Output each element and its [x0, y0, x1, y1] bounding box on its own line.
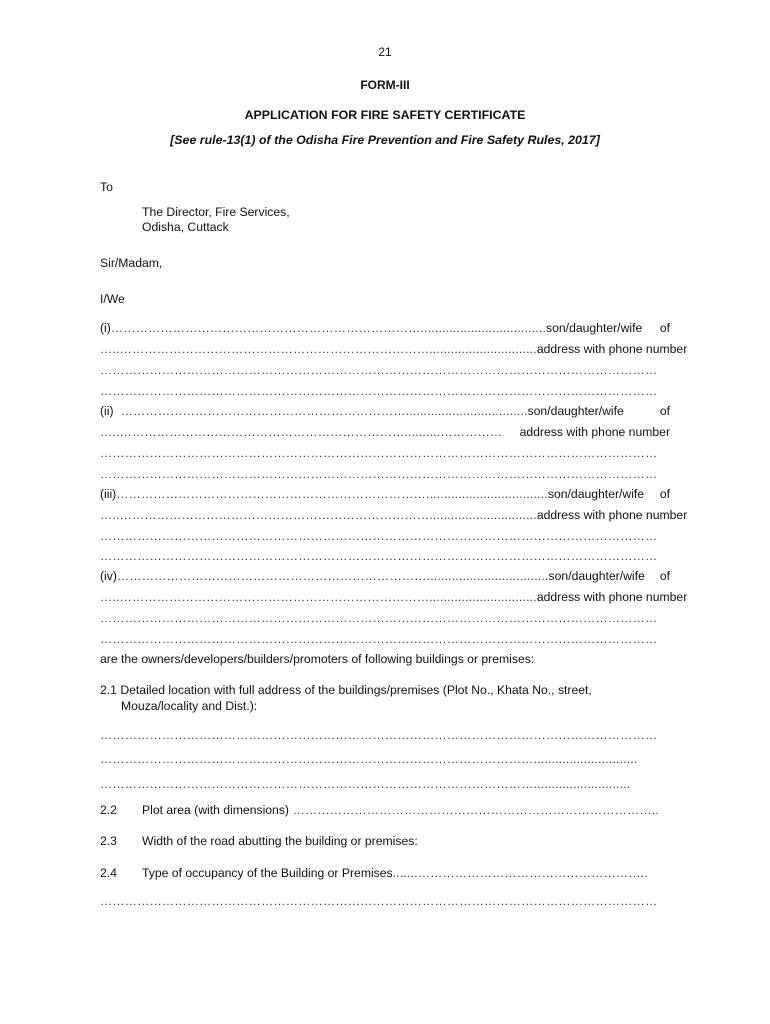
applicant-1-address-line[interactable]: …..………………………………………………………………….............................. address with phone number — [100, 342, 688, 356]
applicant-1-prefix: (i) — [100, 321, 111, 335]
applicant-2-relation: son/daughter/wife — [527, 404, 624, 418]
applicant-4-blank-line[interactable]: ……………………………………………………………………………………………………………………… — [100, 632, 658, 646]
item-2-4-blank-line[interactable]: ……………………………………………………………………………………………………………………… — [100, 894, 658, 908]
applicant-3-blank-line[interactable]: ……………………………………………………………………………………………………………………… — [100, 549, 658, 563]
to-label: To — [100, 180, 113, 194]
applicant-2-of: of — [659, 404, 670, 418]
applicant-2-blank-line[interactable]: ……………………………………………………………………………………………………………………… — [100, 467, 658, 481]
owners-statement: are the owners/developers/builders/promoters of following buildings or premises: — [100, 652, 535, 666]
applicant-3-name-line[interactable]: (iii)…………………………………………………………………..................................son/daughter/wife of — [100, 487, 670, 501]
applicant-4-blank-line[interactable]: ……………………………………………………………………………………………………………………… — [100, 611, 658, 625]
applicant-3-of: of — [659, 487, 670, 501]
applicant-2-address-line[interactable]: …..……………………………………………………………..........…………… address with phone number — [100, 425, 670, 439]
applicant-2-address-label: address with phone number — [519, 425, 670, 439]
applicant-1-address-label: address with phone number — [536, 342, 688, 356]
salutation: Sir/Madam, — [100, 256, 163, 270]
item-2-1-blank-line[interactable]: ……………………………………………………………………………………………………………………… — [100, 728, 658, 742]
applicant-3-address-line[interactable]: …..………………………………………………………………….............................. address with phone number — [100, 508, 688, 522]
addressee-line-1: The Director, Fire Services, — [142, 205, 290, 219]
item-2-4-label: Type of occupancy of the Building or Premises — [142, 866, 393, 880]
item-2-3-number: 2.3 — [100, 834, 117, 848]
applicant-4-of: of — [659, 569, 670, 583]
item-2-3-label[interactable]: Width of the road abutting the building or premises: — [142, 834, 418, 848]
applicant-4-name-line[interactable]: (iv)…………………………………………………………………..................................son/daughter/wife of — [100, 569, 670, 583]
item-2-2-label: Plot area (with dimensions) — [142, 803, 289, 817]
applicant-3-address-label: address with phone number — [536, 508, 688, 522]
item-2-2-number: 2.2 — [100, 803, 117, 817]
iwe-label: I/We — [100, 292, 125, 306]
applicant-4-relation: son/daughter/wife — [548, 569, 645, 583]
item-2-1-label-line-1: 2.1 Detailed location with full address of the buildings/premises (Plot No., Khata No., street, — [100, 683, 592, 697]
form-number: FORM-III — [360, 78, 410, 92]
addressee-line-2: Odisha, Cuttack — [142, 220, 229, 234]
applicant-1-blank-line[interactable]: ……………………………………………………………………………………………………………………… — [100, 363, 658, 377]
applicant-2-blank-line[interactable]: ……………………………………………………………………………………………………………………… — [100, 446, 658, 460]
applicant-1-name-line[interactable]: (i)…………………………………………………………………...................................son/daughter/wife of — [100, 321, 670, 335]
item-2-1-label-line-2: Mouza/locality and Dist.): — [121, 699, 258, 713]
applicant-3-relation: son/daughter/wife — [547, 487, 645, 501]
applicant-4-prefix: (iv) — [100, 569, 117, 583]
applicant-2-prefix: (ii) — [100, 404, 114, 418]
form-subtitle: [See rule-13(1) of the Odisha Fire Prevention and Fire Safety Rules, 2017] — [170, 133, 600, 147]
item-2-1-blank-line[interactable]: ……………………………………………………………………………………………............................. — [100, 752, 638, 766]
applicant-1-relation: son/daughter/wife — [546, 321, 643, 335]
item-2-1-blank-line[interactable]: ……………………………………………………………………………………………........................... — [100, 777, 631, 791]
page-number: 21 — [378, 45, 392, 59]
applicant-1-of: of — [659, 321, 670, 335]
applicant-4-address-line[interactable]: …..………………………………………………………………….............................. address with phone number — [100, 590, 688, 604]
applicant-4-address-label: address with phone number — [536, 590, 688, 604]
applicant-1-blank-line[interactable]: ……………………………………………………………………………………………………………………… — [100, 384, 658, 398]
applicant-3-prefix: (iii) — [100, 487, 117, 501]
item-2-4-number: 2.4 — [100, 866, 117, 880]
item-2-4-line[interactable]: Type of occupancy of the Building or Premises.......……………………………………………….. — [142, 866, 648, 880]
applicant-2-name-line[interactable]: (ii) ……………………………………………………………..................................son/daughter/wife of — [100, 404, 670, 418]
form-title: APPLICATION FOR FIRE SAFETY CERTIFICATE — [244, 108, 526, 122]
item-2-2-line[interactable]: Plot area (with dimensions) …………………………………………………………………………….. — [142, 803, 659, 817]
applicant-3-blank-line[interactable]: ……………………………………………………………………………………………………………………… — [100, 529, 658, 543]
